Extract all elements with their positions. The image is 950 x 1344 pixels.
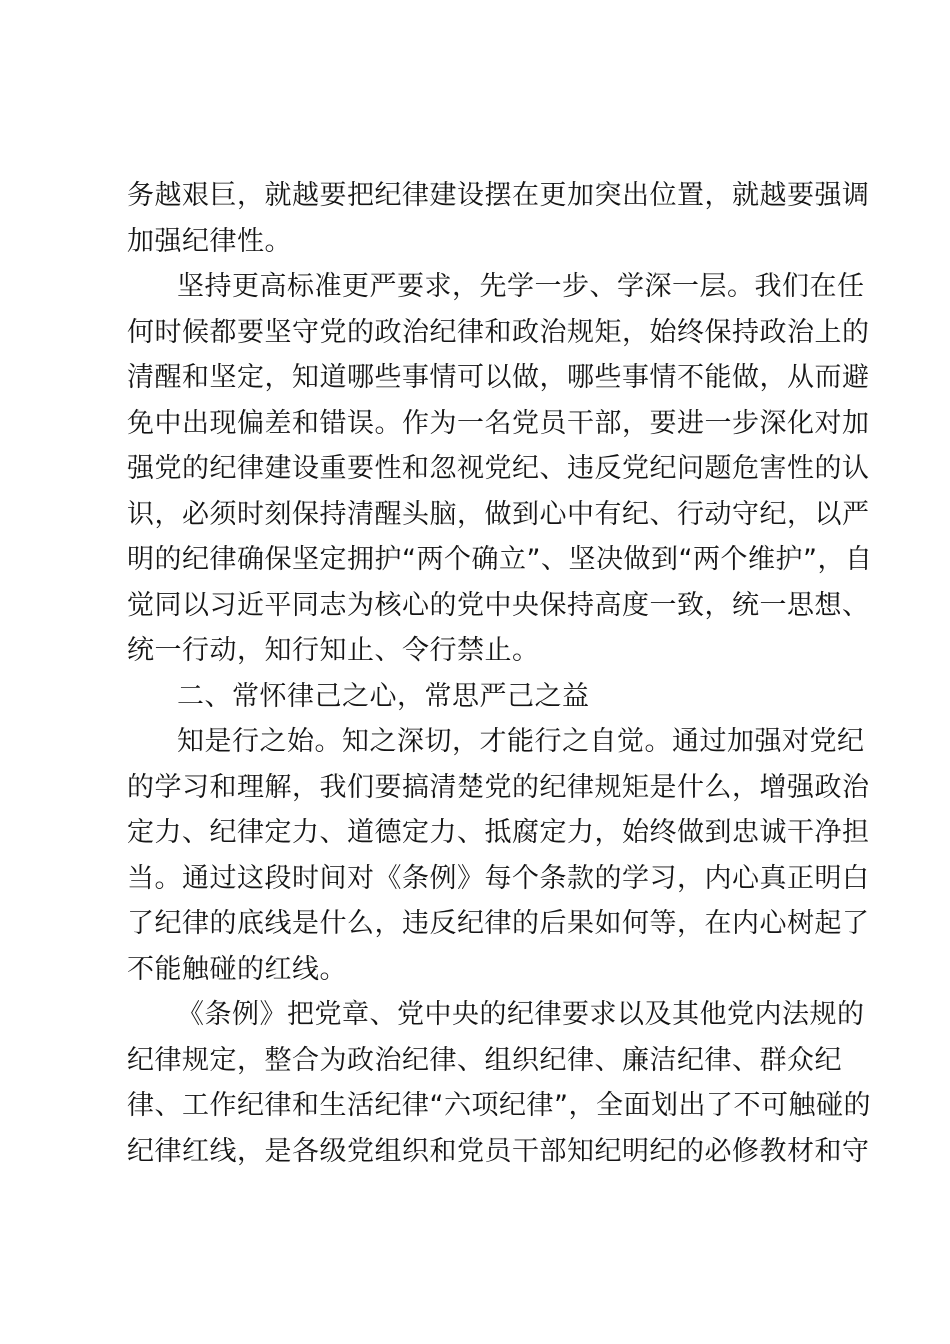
text-line: 了纪律的底线是什么，违反纪律的后果如何等，在内心树起了 <box>127 908 870 939</box>
text-line: 加强纪律性。 <box>127 225 292 257</box>
text-line: 律、工作纪律和生活纪律“六项纪律”，全面划出了不可触碰的 <box>127 1090 871 1121</box>
text-line: 坚持更高标准更严要求，先学一步、学深一层。我们在任 <box>177 271 865 302</box>
text-line: 强党的纪律建设重要性和忽视党纪、违反党纪问题危害性的认 <box>127 453 870 484</box>
text-line: 定力、纪律定力、道德定力、抵腐定力，始终做到忠诚干净担 <box>127 817 870 848</box>
text-line: 免中出现偏差和错误。作为一名党员干部，要进一步深化对加 <box>127 407 870 439</box>
text-line: 纪律红线，是各级党组织和党员干部知纪明纪的必修教材和守 <box>127 1135 870 1167</box>
section-heading: 二、常怀律己之心，常思严己之益 <box>177 680 590 712</box>
text-line: 务越艰巨，就越要把纪律建设摆在更加突出位置，就越要强调 <box>127 180 870 211</box>
text-line: 清醒和坚定，知道哪些事情可以做，哪些事情不能做，从而避 <box>127 362 870 393</box>
text-line: 何时候都要坚守党的政治纪律和政治规矩，始终保持政治上的 <box>127 316 870 348</box>
text-line: 知是行之始。知之深切，才能行之自觉。通过加强对党纪 <box>177 726 865 757</box>
text-line: 纪律规定，整合为政治纪律、组织纪律、廉洁纪律、群众纪 <box>127 1044 842 1076</box>
text-line: 《条例》把党章、党中央的纪律要求以及其他党内法规的 <box>177 999 865 1030</box>
text-line: 识，必须时刻保持清醒头脑，做到心中有纪、行动守纪，以严 <box>127 498 870 530</box>
text-line: 明的纪律确保坚定拥护“两个确立”、坚决做到“两个维护”，自 <box>127 544 873 575</box>
text-line: 当。通过这段时间对《条例》每个条款的学习，内心真正明白 <box>127 862 870 894</box>
text-line: 觉同以习近平同志为核心的党中央保持高度一致，统一思想、 <box>127 589 870 621</box>
text-line: 的学习和理解，我们要搞清楚党的纪律规矩是什么，增强政治 <box>127 771 870 803</box>
text-line: 统一行动，知行知止、令行禁止。 <box>127 635 540 666</box>
document-body <box>127 173 873 1174</box>
text-line: 不能触碰的红线。 <box>127 953 347 985</box>
